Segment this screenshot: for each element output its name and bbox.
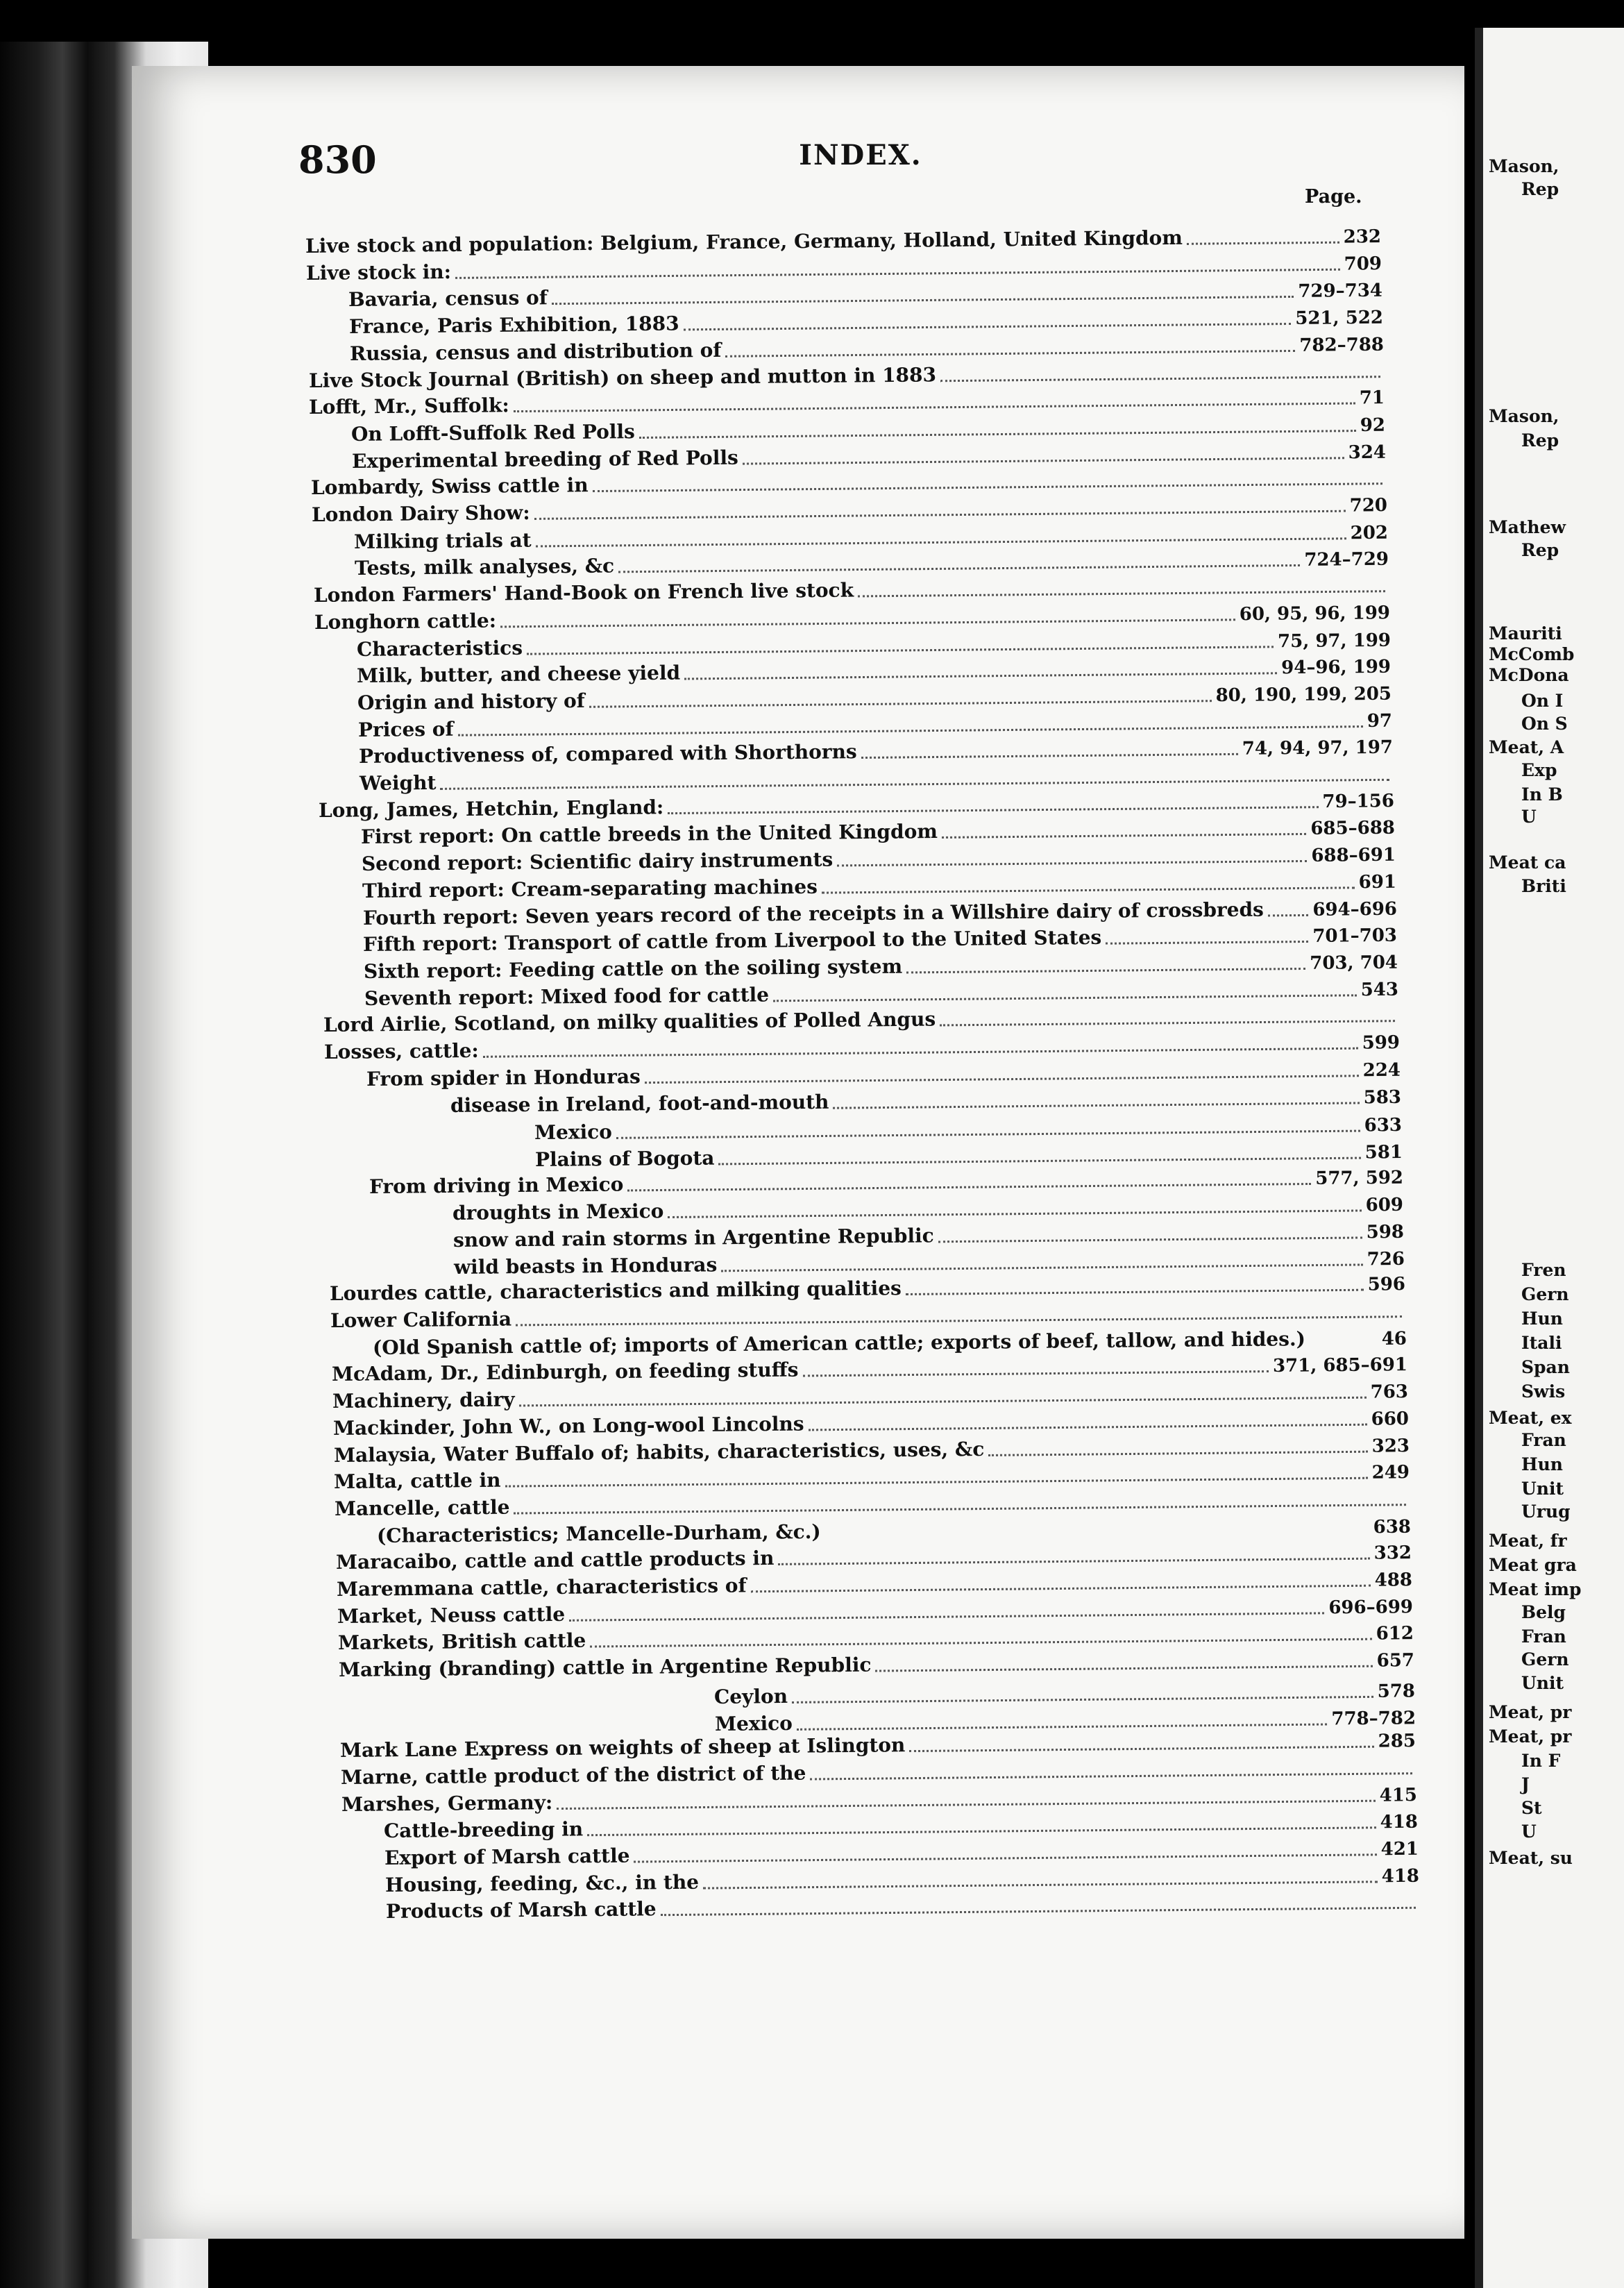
entry-page-ref: 660 <box>1371 1408 1409 1430</box>
entry-label: Marne, cattle product of the district of the <box>341 1761 806 1789</box>
leader-dots <box>616 1120 1360 1138</box>
entry-label: Live Stock Journal (British) on sheep and mutton in 1883 <box>308 362 936 392</box>
entry-label: Second report: Scientific dairy instruments <box>361 848 834 876</box>
entry-page-ref: 521, 522 <box>1294 307 1383 330</box>
facing-page-fragment: Fren <box>1521 1260 1566 1280</box>
facing-page-fragment: Rep <box>1521 430 1559 451</box>
leader-dots <box>483 1037 1358 1057</box>
leader-dots <box>721 1254 1363 1272</box>
leader-dots <box>440 768 1389 789</box>
leader-dots <box>458 715 1363 736</box>
entry-page-ref: 543 <box>1360 979 1399 1000</box>
entry-label: Cattle-breeding in <box>383 1817 584 1843</box>
facing-page-fragment: Meat, pr <box>1489 1726 1572 1747</box>
entry-label: London Dairy Show: <box>311 500 530 526</box>
facing-page-fragment: Gern <box>1521 1284 1569 1304</box>
leader-dots <box>587 1817 1376 1836</box>
entry-page-ref: 415 <box>1379 1784 1418 1806</box>
entry-page-ref: 657 <box>1376 1650 1414 1672</box>
facing-page-fragment: McComb <box>1489 644 1575 664</box>
entry-page-ref: 75, 97, 199 <box>1277 630 1391 652</box>
entry-page-ref: 232 <box>1343 226 1382 248</box>
entry-label: Mexico <box>534 1120 612 1145</box>
index-entry <box>713 1679 1414 1710</box>
entry-label: disease in Ireland, foot-and-mouth <box>450 1091 829 1118</box>
leader-dots <box>940 1010 1395 1026</box>
facing-page-fragment: Urug <box>1521 1502 1571 1522</box>
running-head: INDEX. <box>799 139 922 171</box>
entry-label: Malaysia, Water Buffalo of; habits, characteristics, uses, &c <box>333 1437 984 1467</box>
entry-page-ref: 94–96, 199 <box>1281 656 1392 679</box>
entry-page-ref: 418 <box>1380 1811 1419 1833</box>
entry-label: snow and rain storms in Argentine Republic <box>453 1224 935 1252</box>
entry-page-ref: 694–696 <box>1312 898 1397 920</box>
entry-page-ref: 778–782 <box>1330 1707 1416 1729</box>
entry-page-ref: 74, 94, 97, 197 <box>1242 737 1394 760</box>
leader-dots <box>837 850 1307 866</box>
entry-label: France, Paris Exhibition, 1883 <box>348 312 679 339</box>
entry-label: Plains of Bogota <box>534 1146 715 1171</box>
entry-label: Lord Airlie, Scotland, on milky qualities of Polled Angus <box>323 1007 936 1037</box>
facing-page-fragment: Hun <box>1521 1454 1563 1474</box>
facing-page-fragment: On S <box>1521 714 1568 734</box>
facing-page-fragment: U <box>1521 1822 1537 1842</box>
entry-page-ref: 685–688 <box>1310 818 1395 840</box>
leader-dots <box>906 957 1305 973</box>
facing-page-fragment: Mauriti <box>1489 623 1562 644</box>
leader-dots <box>455 258 1340 278</box>
leader-dots <box>634 1844 1376 1862</box>
leader-dots <box>858 580 1385 597</box>
facing-page-fragment: In B <box>1521 784 1563 805</box>
entry-page-ref: 578 <box>1377 1681 1415 1702</box>
leader-dots <box>910 1735 1374 1751</box>
entry-page-ref: 332 <box>1373 1542 1412 1564</box>
entry-page-ref: 701–703 <box>1312 925 1398 948</box>
entry-label: On Lofft-Suffolk Red Polls <box>351 419 636 446</box>
entry-label: Products of Marsh cattle <box>385 1897 657 1924</box>
leader-dots <box>940 365 1380 381</box>
entry-page-ref: 688–691 <box>1310 844 1396 866</box>
entry-label: Experimental breeding of Red Polls <box>352 446 739 473</box>
entry-page-ref: 703, 704 <box>1310 952 1398 974</box>
leader-dots <box>792 1685 1373 1703</box>
leader-dots <box>718 1147 1360 1165</box>
entry-label: (Old Spanish cattle of; imports of American cattle; exports of beef, tallow, and hides.) <box>372 1327 1305 1359</box>
facing-page-fragment: Span <box>1521 1357 1570 1377</box>
facing-page-fragment: Meat, fr <box>1489 1531 1567 1551</box>
facing-page-fragment: Swis <box>1521 1381 1566 1402</box>
leader-dots <box>751 1574 1371 1592</box>
entry-label: Mackinder, John W., on Long-wool Lincolns <box>332 1412 804 1440</box>
entry-page-ref: 323 <box>1371 1435 1410 1457</box>
facing-page-fragment: Meat ca <box>1489 852 1566 873</box>
leader-dots <box>668 796 1318 814</box>
leader-dots <box>861 743 1238 759</box>
leader-dots <box>684 662 1277 680</box>
entry-label: Characteristics <box>356 636 523 661</box>
entry-label: Productiveness of, compared with Shorthorns <box>358 740 857 768</box>
leader-dots <box>821 877 1354 893</box>
leader-dots <box>875 1655 1372 1672</box>
entry-label: Live stock in: <box>305 260 452 285</box>
leader-dots <box>703 1870 1378 1888</box>
leader-dots <box>906 1279 1364 1295</box>
entry-page-ref: 92 <box>1360 414 1386 436</box>
entry-label: Seventh report: Mixed food for cattle <box>364 982 770 1010</box>
facing-page-fragment: Rep <box>1521 179 1559 199</box>
leader-dots <box>825 1522 1369 1538</box>
leader-dots <box>796 1713 1327 1730</box>
entry-label: Mancelle, cattle <box>335 1495 510 1520</box>
entry-label: Machinery, dairy <box>332 1388 515 1413</box>
entry-label: Losses, cattle: <box>323 1038 479 1063</box>
entry-page-ref: 720 <box>1349 495 1388 516</box>
facing-page-fragment: St <box>1521 1798 1542 1818</box>
entry-label: Third report: Cream-separating machines <box>362 875 818 902</box>
leader-dots <box>942 823 1307 839</box>
entry-page-ref: 60, 95, 96, 199 <box>1239 602 1390 625</box>
entry-label: Maracaibo, cattle and cattle products in <box>335 1547 775 1574</box>
facing-page-fragment: Rep <box>1521 540 1559 560</box>
facing-page-fragment: Mason, <box>1489 156 1559 176</box>
leader-dots <box>1310 1334 1378 1345</box>
facing-page-fragment: Mason, <box>1489 406 1559 426</box>
leader-dots <box>808 1413 1367 1431</box>
leader-dots <box>557 1790 1376 1809</box>
leader-dots <box>618 555 1300 573</box>
leader-dots <box>639 419 1356 438</box>
entry-label: Bavaria, census of <box>348 286 548 312</box>
leader-dots <box>668 1200 1362 1218</box>
leader-dots <box>590 1629 1372 1648</box>
facing-page-fragment: Meat, ex <box>1489 1408 1572 1428</box>
entry-page-ref: 79–156 <box>1322 790 1394 812</box>
facing-page-fragment: Itali <box>1521 1333 1562 1353</box>
entry-page-ref: 596 <box>1367 1274 1406 1295</box>
entry-label: Prices of <box>358 717 454 741</box>
facing-page-fragment: Exp <box>1521 760 1557 780</box>
leader-dots <box>645 1064 1359 1083</box>
facing-page-fragment: Meat, A <box>1489 737 1564 757</box>
entry-label: Fourth report: Seven years record of the receipts in a Willshire dairy of crossbreds <box>362 898 1264 930</box>
entry-label: Lower California <box>330 1307 512 1332</box>
entry-page-ref: 581 <box>1364 1141 1403 1163</box>
leader-dots <box>500 609 1235 628</box>
leader-dots <box>802 1361 1269 1377</box>
leader-dots <box>516 1306 1402 1326</box>
leader-dots <box>683 313 1291 330</box>
facing-page-fragment: Belg <box>1521 1602 1566 1622</box>
entry-label: Milk, butter, and cheese yield <box>357 661 681 688</box>
entry-label: Longhorn cattle: <box>314 609 496 634</box>
leader-dots <box>535 527 1346 546</box>
entry-label: From spider in Honduras <box>366 1064 641 1091</box>
entry-page-ref: 763 <box>1370 1381 1408 1403</box>
entry-label: McAdam, Dr., Edinburgh, on feeding stuffs <box>331 1358 799 1386</box>
facing-page-fragment: Meat, su <box>1489 1848 1573 1868</box>
entry-page-ref: 371, 685–691 <box>1272 1354 1407 1377</box>
entry-label: Tests, milk analyses, &c <box>354 554 615 580</box>
entry-label: Ceylon <box>713 1684 788 1708</box>
entry-label: Long, James, Hetchin, England: <box>318 795 664 822</box>
facing-page-fragment: J <box>1521 1774 1530 1794</box>
entry-page-ref: 71 <box>1359 387 1385 409</box>
facing-page-fragment: U <box>1521 807 1537 827</box>
entry-label: Market, Neuss cattle <box>337 1602 566 1628</box>
entry-label: From driving in Mexico <box>369 1172 623 1198</box>
entry-page-ref: 488 <box>1374 1570 1413 1591</box>
entry-label: droughts in Mexico <box>452 1200 664 1225</box>
entry-label: Mark Lane Express on weights of sheep at Islington <box>340 1733 906 1763</box>
entry-label: Markets, British cattle <box>337 1629 586 1655</box>
entry-page-ref: 97 <box>1367 710 1393 732</box>
leader-dots <box>811 1763 1413 1780</box>
entry-label: London Farmers' Hand-Book on French live stock <box>313 578 854 607</box>
entry-page-ref: 418 <box>1381 1865 1419 1887</box>
leader-dots <box>725 339 1295 357</box>
entry-page-ref: 577, 592 <box>1314 1167 1403 1189</box>
entry-page-ref: 583 <box>1363 1087 1401 1109</box>
leader-dots <box>1267 904 1308 916</box>
leader-dots <box>1106 931 1309 945</box>
entry-page-ref: 598 <box>1366 1221 1405 1243</box>
entry-label: Weight <box>359 771 437 795</box>
page-column-heading: Page. <box>1305 186 1362 208</box>
facing-page-fragment: On I <box>1521 691 1564 711</box>
entry-page-ref: 612 <box>1376 1623 1414 1645</box>
facing-page-fragment: Unit <box>1521 1479 1564 1499</box>
entry-page-ref: 691 <box>1358 871 1396 893</box>
leader-dots <box>552 286 1294 305</box>
leader-dots <box>833 1092 1359 1109</box>
entry-label: Malta, cattle in <box>334 1468 502 1494</box>
leader-dots <box>514 1494 1407 1514</box>
entry-label: Live stock and population: Belgium, France, Germany, Holland, United Kingdom <box>305 226 1183 258</box>
entry-label: Maremmana cattle, characteristics of <box>336 1574 747 1601</box>
entry-label: Origin and history of <box>357 689 586 714</box>
entry-label: (Characteristics; Mancelle-Durham, &c.) <box>377 1520 822 1547</box>
leader-dots <box>1187 231 1339 244</box>
facing-page-fragment: McDona <box>1489 665 1569 685</box>
leader-dots <box>514 392 1355 412</box>
entry-page-ref: 709 <box>1344 253 1382 275</box>
entry-page-ref: 202 <box>1350 522 1388 544</box>
entry-label: Sixth report: Feeding cattle on the soiling system <box>364 954 903 983</box>
entry-page-ref: 324 <box>1348 441 1387 463</box>
facing-page-fragment: Meat, pr <box>1489 1702 1572 1722</box>
entry-page-ref: 782–788 <box>1299 334 1384 356</box>
entry-page-ref: 599 <box>1362 1032 1401 1054</box>
entry-label: Export of Marsh cattle <box>384 1844 630 1869</box>
entry-label: wild beasts in Honduras <box>454 1252 718 1279</box>
facing-page-fragment: Meat imp <box>1489 1579 1582 1599</box>
leader-dots <box>988 1440 1368 1456</box>
entry-page-ref: 726 <box>1367 1248 1405 1270</box>
entry-page-ref: 724–729 <box>1304 549 1389 571</box>
facing-page-fragment: Fran <box>1521 1430 1566 1450</box>
entry-label: Fifth report: Transport of cattle from Liverpool to the United States <box>363 925 1102 957</box>
entry-page-ref: 609 <box>1365 1195 1404 1216</box>
leader-dots <box>589 690 1212 708</box>
entry-label: Lourdes cattle, characteristics and milking qualities <box>329 1277 902 1306</box>
facing-page-fragment: Mathew <box>1489 517 1566 537</box>
leader-dots <box>593 473 1382 492</box>
entry-label: Housing, feeding, &c., in the <box>384 1870 700 1896</box>
entry-page-ref: 80, 190, 199, 205 <box>1215 683 1392 707</box>
leader-dots <box>526 635 1273 654</box>
page-number: 830 <box>298 137 377 182</box>
entry-label: Russia, census and distribution of <box>349 338 722 365</box>
entry-label: First report: On cattle breeds in the United Kingdom <box>360 820 938 849</box>
entry-page-ref: 249 <box>1371 1462 1410 1483</box>
leader-dots <box>778 1547 1369 1565</box>
leader-dots <box>938 1227 1362 1243</box>
entry-page-ref: 224 <box>1362 1059 1401 1081</box>
leader-dots <box>534 500 1346 519</box>
entry-label: Milking trials at <box>353 528 532 553</box>
leader-dots <box>660 1897 1415 1916</box>
facing-page-fragment: In F <box>1521 1751 1561 1771</box>
entry-label: Marking (branding) cattle in Argentine Republic <box>338 1653 872 1682</box>
entry-page-ref: 421 <box>1380 1838 1419 1860</box>
entry-page-ref: 285 <box>1378 1731 1416 1752</box>
leader-dots <box>569 1602 1324 1621</box>
entry-page-ref: 633 <box>1364 1115 1402 1136</box>
entry-page-ref: 638 <box>1373 1516 1412 1538</box>
leader-dots <box>743 446 1344 464</box>
facing-page-fragment: Unit <box>1521 1673 1564 1693</box>
entry-page-ref: 729–734 <box>1298 280 1382 303</box>
entry-page-ref: 46 <box>1381 1328 1407 1349</box>
leader-dots <box>505 1467 1368 1487</box>
facing-page-fragment: Fran <box>1521 1626 1566 1647</box>
entry-label: Lombardy, Swiss cattle in <box>310 473 589 500</box>
entry-label: Mexico <box>714 1711 793 1735</box>
facing-page-fragment: Gern <box>1521 1649 1569 1669</box>
facing-page-fragment: Briti <box>1521 876 1566 896</box>
leader-dots <box>773 984 1357 1001</box>
facing-page-fragment: Meat gra <box>1489 1555 1577 1575</box>
leader-dots <box>627 1172 1311 1191</box>
leader-dots <box>518 1386 1366 1406</box>
entry-label: Lofft, Mr., Suffolk: <box>309 394 510 419</box>
entry-label: Marshes, Germany: <box>341 1790 553 1816</box>
facing-page-fragment: Hun <box>1521 1309 1563 1329</box>
entry-page-ref: 696–699 <box>1328 1596 1413 1618</box>
